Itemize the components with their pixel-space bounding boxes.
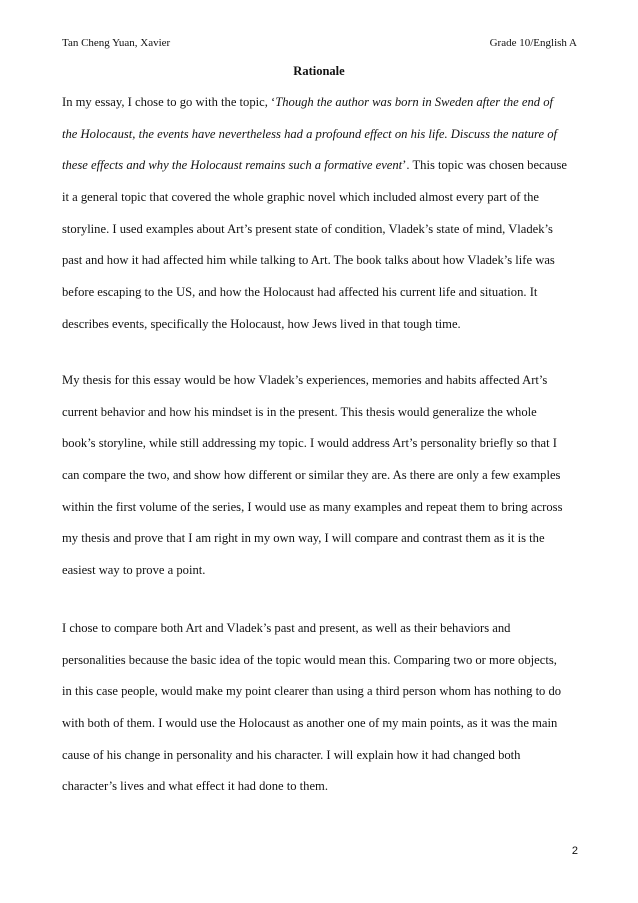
paragraph-thesis <box>62 365 582 587</box>
paragraph-comparison <box>62 613 582 803</box>
text-plain: In my essay, I chose to go with the topic, ‘ <box>62 95 276 109</box>
text-plain: ’. This topic was chosen because <box>402 158 568 173</box>
paragraph-topic <box>62 87 582 341</box>
text-plain: character’s lives and what effect it had done to them. <box>62 779 328 794</box>
text-line <box>62 309 582 341</box>
text-plain: cause of his change in personality and his character. I will explain how it had changed both <box>62 747 521 762</box>
text-line <box>62 428 582 460</box>
text-line <box>62 555 582 587</box>
header-course: Grade 10/English A <box>489 37 577 49</box>
text-plain: book’s storyline, while still addressing my topic. I would address Art’s personality briefly so that I <box>62 436 557 451</box>
text-line <box>62 708 582 740</box>
text-line <box>62 277 582 309</box>
text-line <box>62 676 582 708</box>
text-plain: I chose to compare both Art and Vladek’s past and present, as well as their behaviors and <box>62 621 511 635</box>
text-plain: can compare the two, and show how different or similar they are. As there are only a few examples <box>62 468 561 483</box>
text-plain: My thesis for this essay would be how Vladek’s experiences, memories and habits affected Art’s <box>62 373 548 387</box>
text-plain: personalities because the basic idea of the topic would mean this. Comparing two or more objects, <box>62 652 557 667</box>
text-line <box>62 492 582 524</box>
text-italic: these effects and why the Holocaust remains such a formative event <box>62 158 403 173</box>
text-italic: Though the author was born in Sweden after the end of <box>275 95 553 109</box>
page-number: 2 <box>571 845 578 857</box>
text-line <box>62 740 582 772</box>
text-plain: my thesis and prove that I am right in my own way, I will compare and contrast them as it is the <box>62 531 545 546</box>
text-line <box>62 523 582 555</box>
text-line <box>62 645 582 677</box>
text-italic: the Holocaust, the events have nevertheless had a profound effect on his life. Discuss the nature of <box>62 126 558 141</box>
text-line <box>62 365 582 397</box>
text-plain: past and how it had affected him while talking to Art. The book talks about how Vladek’s life was <box>62 253 555 268</box>
text-plain: easiest way to prove a point. <box>62 563 206 578</box>
text-line <box>62 460 582 492</box>
text-line <box>62 87 582 119</box>
header-author: Tan Cheng Yuan, Xavier <box>62 37 171 49</box>
text-line <box>62 771 582 803</box>
page-title: Rationale <box>293 64 345 78</box>
text-plain: before escaping to the US, and how the Holocaust had affected his current life and situation. It <box>62 285 538 300</box>
text-line <box>62 214 582 246</box>
text-plain: it a general topic that covered the whole graphic novel which included almost every part of the <box>62 190 539 205</box>
text-plain: storyline. I used examples about Art’s present state of condition, Vladek’s state of mind, Vladek’s <box>62 221 553 236</box>
text-line <box>62 150 582 182</box>
text-line <box>62 245 582 277</box>
text-line <box>62 182 582 214</box>
text-plain: describes events, specifically the Holocaust, how Jews lived in that tough time. <box>62 316 461 331</box>
text-plain: with both of them. I would use the Holocaust as another one of my main points, as it was the main <box>62 716 558 731</box>
text-plain: within the first volume of the series, I would use as many examples and repeat them to bring across <box>62 499 563 514</box>
text-line <box>62 613 582 645</box>
text-plain: in this case people, would make my point clearer than using a third person whom has nothing to do <box>62 684 562 699</box>
text-line <box>62 397 582 429</box>
text-line <box>62 119 582 151</box>
text-plain: current behavior and how his mindset is in the present. This thesis would generalize the whole <box>62 404 537 419</box>
